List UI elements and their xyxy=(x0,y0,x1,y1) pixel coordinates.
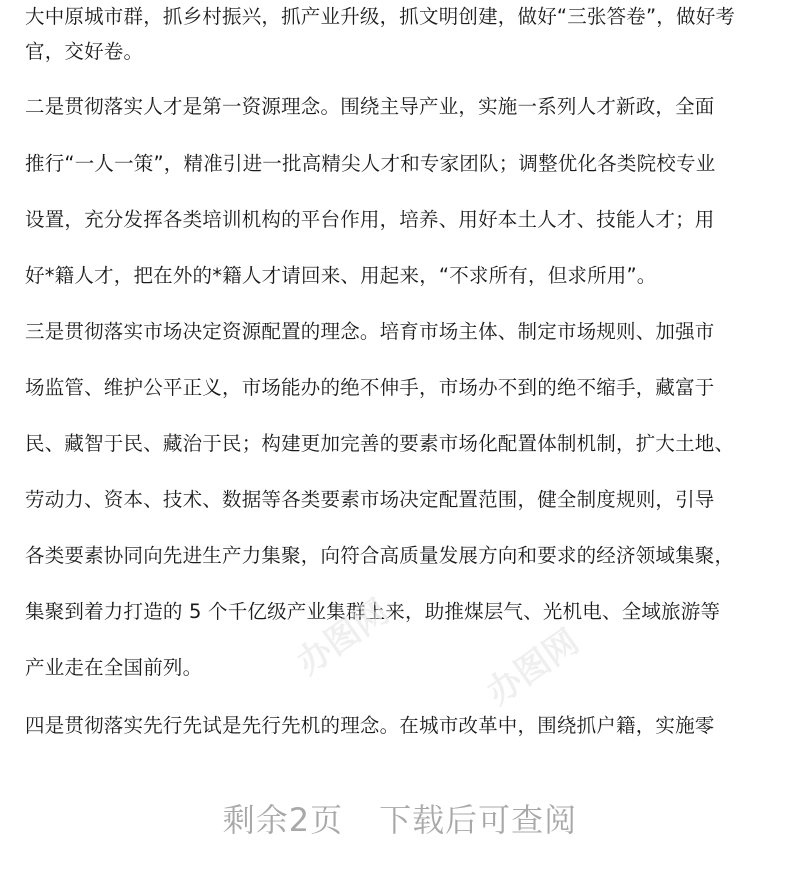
paragraph-line: 推行“一人一策”，精准引进一批高精尖人才和专家团队；调整优化各类院校专业 xyxy=(25,152,716,175)
paragraph-line: 各类要素协同向先进生产力集聚，向符合高质量发展方向和要求的经济领域集聚， xyxy=(25,544,735,567)
paragraph-line: 官，交好卷。 xyxy=(25,40,144,63)
paragraph-line: 设置，充分发挥各类培训机构的平台作用，培养、用好本土人才、技能人才；用 xyxy=(25,208,715,231)
paragraph-line: 民、藏智于民、藏治于民；构建更加完善的要素市场化配置体制机制，扩大土地、 xyxy=(25,432,735,455)
paragraph-line: 二是贯彻落实人才是第一资源理念。围绕主导产业，实施一系列人才新政，全面 xyxy=(25,95,715,118)
download-banner[interactable] xyxy=(0,795,800,845)
paragraph-line: 大中原城市群，抓乡村振兴，抓产业升级，抓文明创建，做好“三张答卷”，做好考 xyxy=(25,5,736,28)
paragraph-line: 产业走在全国前列。 xyxy=(25,656,203,679)
paragraph-line: 集聚到着力打造的 5 个千亿级产业集群上来，助推煤层气、光机电、全域旅游等 xyxy=(25,600,721,623)
paragraph-line: 好*籍人才，把在外的*籍人才请回来、用起来，“不求所有，但求所用”。 xyxy=(25,264,657,287)
download-prompt-label: 下载后可查阅 xyxy=(379,801,578,839)
watermark: 办图网 xyxy=(289,591,397,684)
paragraph-line: 四是贯彻落实先行先试是先行先机的理念。在城市改革中，围绕抓户籍，实施零 xyxy=(25,714,715,737)
watermark: 办图网 xyxy=(479,621,587,714)
remaining-pages-label: 剩余2页 xyxy=(222,801,344,839)
paragraph-line: 场监管、维护公平正义，市场能办的绝不伸手，市场办不到的绝不缩手，藏富于 xyxy=(25,376,715,399)
paragraph-line: 劳动力、资本、技术、数据等各类要素市场决定配置范围，健全制度规则，引导 xyxy=(25,488,715,511)
paragraph-line: 三是贯彻落实市场决定资源配置的理念。培育市场主体、制定市场规则、加强市 xyxy=(25,320,715,343)
